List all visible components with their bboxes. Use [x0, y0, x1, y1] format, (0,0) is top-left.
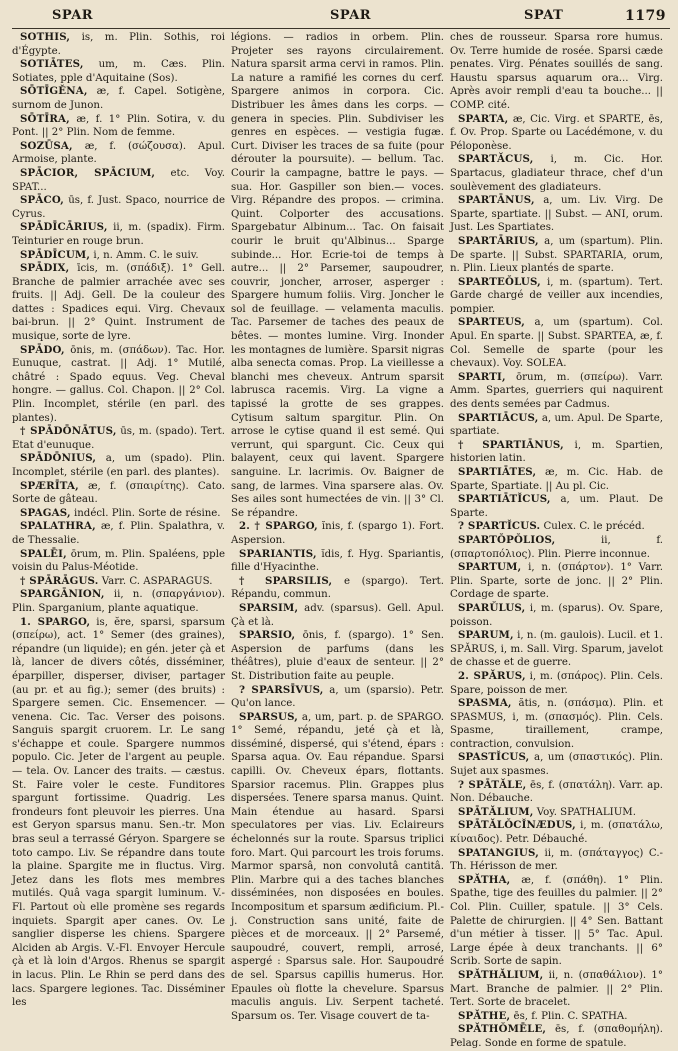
- entry-definition: ūs, f. Just. Spaco, nourrice de Cyrus.: [12, 195, 225, 220]
- entry-headword: 1. SPARGO,: [20, 615, 91, 628]
- entry-definition: ches de rousseur. Sparsa rore humus. Ov. Terre humide de rosée. Sparsi cæde penates. Virg. Pénates souillés de sang. Haustu sparsus aquarum ora... Virg. Après avoir rempli d'eau ta bouche... || COMP. cité.: [450, 32, 663, 111]
- dictionary-entry: [12, 249, 225, 263]
- dictionary-entry: [12, 507, 225, 521]
- entry-headword: SPĀDĪCUM,: [20, 248, 91, 261]
- column-2: [231, 31, 444, 1051]
- dictionary-entry: [450, 235, 663, 276]
- entry-definition: æ, f. (σπάθη). 1° Plin. Spathe, tige des feuilles du palmier. || 2° Col. Plin. Cuiller, spatule. || 3° Cels. Palette de chirurgien. || 4° Sen. Battant d'un métier à tisser. || 5° Tac. Apul. Large épée à deux tranchants. || 6° Scrib. Sorte de sapin.: [450, 874, 663, 968]
- entry-headword: SPAGAS,: [20, 506, 71, 519]
- entry-definition: i, m. (σπατάλω, κίναιδος). Petr. Débauché.: [450, 820, 663, 846]
- entry-headword: SPARTIĀCUS,: [458, 411, 539, 424]
- entry-headword: SPĀTĂLIUM,: [458, 805, 534, 818]
- dictionary-entry: [450, 969, 663, 1010]
- entry-headword: SPALĒI,: [20, 547, 67, 560]
- entry-headword: SPARUM,: [458, 629, 514, 642]
- dictionary-entry: [231, 602, 444, 629]
- entry-definition: ōrum, m. Plin. Spaléens, pple voisin du Palus-Méotide.: [12, 548, 225, 574]
- entry-definition: a, um (spartum). Col. Apul. En sparte. || Subst. SPARTEA, æ, f. Col. Semelle de sparte (pour les chevaux). Voy. SOLEA.: [450, 317, 663, 370]
- dictionary-entry: [12, 575, 225, 589]
- dictionary-entry: [450, 602, 663, 629]
- page-number: 1179: [625, 8, 666, 24]
- entry-definition: etc. Voy. SPAT...: [12, 167, 225, 193]
- entry-definition: adv. (sparsus). Gell. Apul. Çà et là.: [231, 602, 444, 628]
- entry-headword: † SPĀDŌNĀTUS,: [20, 425, 117, 438]
- entry-headword: ? SPARTĬCUS.: [458, 520, 541, 533]
- entry-headword: SPARTI,: [458, 370, 506, 383]
- entry-definition: æ, f. Plin. Spalathra, v. de Thessalie.: [12, 521, 225, 546]
- dictionary-entry: [450, 874, 663, 969]
- entry-definition: a, um, part. p. de SPARGO. 1° Semé, répandu, jeté çà et là, disséminé, dispersé, qui s'étend, épars : Sparsa aqua. Ov. Eau répandue. Sparsi capilli. Ov. Cheveux épars, flottants. Sparsior racemus. Plin. Grappes plus dispersées. Tenere sparsa manus. Quint. Main étendue au hasard. Sparsi speculatores per vias. Liv. Eclaireurs échelonnés sur la route. Sparsus triplici foro. Mart. Qui parcourt les trois forums. Marmor sparsâ, non convolutâ cantitâ. Plin. Marbre qui a des taches blanches disséminées, non disposées en boules. Incompositum et sparsum ædificium. Pl.-j. Construction sans unité, faite de pièces et de morceaux. || 2° Parsemé, saupoudré, couvert, rempli, arrosé, aspergé : Sparsus sale. Hor. Saupoudré de sel. Sparsus capillis humerus. Hor. Epaules où flotte la chevelure. Sparsus maculis anguis. Liv. Serpent tacheté. Sparsum os. Ter. Visage couvert de ta-: [231, 711, 444, 1022]
- entry-definition: ătis, n. (σπάσμα). Plin. et SPASMUS, i, m. (σπασμός). Plin. Cels. Spasme, tiraillement, crampe, contraction, convulsion.: [450, 698, 663, 750]
- running-head-left: SPAR: [52, 8, 94, 23]
- entry-headword: SŌTĪRA,: [20, 112, 70, 125]
- entry-headword: SOZŪSA,: [20, 139, 73, 152]
- dictionary-entry: [450, 520, 663, 534]
- entry-headword: SPĀDO,: [20, 343, 65, 356]
- entry-headword: SPALATHRA,: [20, 520, 96, 533]
- entry-headword: SPÆRĪTA,: [20, 479, 79, 492]
- entry-headword: SPARTIĀTES,: [458, 466, 537, 478]
- column-1: [12, 31, 225, 1051]
- entry-definition: æ, f. 1° Plin. Sotira, v. du Pont. || 2° Plin. Nom de femme.: [12, 113, 225, 139]
- entry-headword: SPĀCIOR, SPĀCIUM,: [20, 166, 156, 179]
- entry-headword: SPĀDIX,: [20, 262, 70, 275]
- dictionary-entry: [12, 520, 225, 547]
- entry-headword: SOTIĀTES,: [20, 58, 84, 71]
- entry-headword: † SPARSILIS,: [239, 574, 333, 587]
- dictionary-entry: [12, 452, 225, 479]
- dictionary-entry: [231, 548, 444, 575]
- entry-headword: SPARŬLUS,: [458, 601, 526, 614]
- entry-definition: ii, n. (σπαθάλιον). 1° Mart. Branche de palmier. || 2° Plin. Tert. Sorte de bracelet.: [450, 969, 663, 1009]
- entry-headword: SPĀCO,: [20, 194, 65, 207]
- dictionary-entry: [450, 113, 663, 154]
- entry-headword: † SPARTIĀNUS,: [458, 438, 564, 451]
- dictionary-entry: [450, 670, 663, 697]
- entry-headword: SPĂTHŎMĒLE,: [458, 1023, 547, 1036]
- entry-definition: i, m. (spartum). Tert. Garde chargé de veiller aux incendies, pompier.: [450, 276, 663, 315]
- dictionary-entry: [450, 194, 663, 235]
- entry-definition: is, ĕre, sparsi, sparsum (σπείρω), act. 1° Semer (des graines), répandre (un liquide); en gén. jeter çà et là, lancer de divers côtés, disséminer, éparpiller, disperser, diviser, partager (au pr. et au fig.); semer (des bruits) : Spargere semen. Cic. Ensemencer. — venena. Cic. Tac. Verser des poisons. Sanguis spargit cruorem. Lr. Le sang s'échappe et coule. Spargere nummos populo. Cic. Jeter de l'argent au peuple. — tela. Ov. Lancer des traits. — cæstus. St. Faire voler le ceste. Funditores spargunt fortissime. Quadrig. Les frondeurs font pleuvoir les pierres. Una est Geryon sparsus manu. Sen.-tr. Mon bras seul a terrassé Géryon. Spargere se toto campo. Liv. Se répandre dans toute la plaine. Spargite me in fluctus. Virg. Jetez dans les flots mes membres mutilés. Quâ vaga spargit luminum. V.-Fl. Partout où elle promène ses regards inquiets. Spargit aper canes. Ov. Le sanglier disperse les chiens. Spargere Alciden ab Argis. V.-Fl. Envoyer Hercule çà et là loin d'Argos. Rhenus se spargit in lacus. Plin. Le Rhin se perd dans des lacs. Spargere legiones. Tac. Disséminer les: [12, 616, 225, 1009]
- dictionary-entry: [231, 520, 444, 547]
- entry-definition: æ, f. (σώζουσα). Apul. Armoise, plante.: [12, 140, 225, 166]
- dictionary-entry: [12, 167, 225, 194]
- dictionary-entry: [450, 412, 663, 439]
- entry-definition: æ, m. Cic. Hab. de Sparte, Spartiate. || Au pl. Cic.: [450, 467, 663, 492]
- entry-definition: æ, f. (σπαιρίτης). Cato. Sorte de gâteau.: [12, 480, 225, 506]
- dictionary-entry: [12, 113, 225, 140]
- dictionary-entry: [450, 1023, 663, 1050]
- entry-definition: Varr. C. ASPARAGUS.: [98, 575, 213, 587]
- entry-definition: ūs, m. (spado). Tert. Etat d'eunuque.: [12, 426, 225, 451]
- dictionary-entry: [450, 806, 663, 820]
- entry-definition: ēs, f. (σπατάλη). Varr. ap. Non. Débauche.: [450, 779, 664, 805]
- dictionary-entry: [231, 684, 444, 711]
- dictionary-entry: [450, 561, 663, 602]
- entry-headword: SPARTŎPŎLIOS,: [458, 533, 556, 546]
- entry-headword: SPARIANTIS,: [239, 547, 317, 560]
- dictionary-entry: [12, 58, 225, 85]
- dictionary-entry: [12, 425, 225, 452]
- entry-headword: SPASMA,: [458, 697, 512, 710]
- entry-definition: a, um. Plaut. De Sparte.: [450, 494, 663, 519]
- dictionary-entry: [12, 548, 225, 575]
- running-head-right: SPAT: [524, 8, 564, 23]
- dictionary-entry: [12, 221, 225, 248]
- entry-headword: SPARSIM,: [239, 601, 299, 614]
- entry-definition: ii, n. (σπαργάνιον). Plin. Sparganium, plante aquatique.: [12, 589, 225, 614]
- entry-definition: ēs, f. Plin. C. SPATHA.: [510, 1010, 628, 1022]
- entry-definition: i, m. Cic. Hor. Spartacus, gladiateur thrace, chef d'un soulèvement des gladiateurs.: [450, 154, 663, 193]
- dictionary-entry: [450, 697, 663, 751]
- entry-headword: SPĂTHE,: [458, 1009, 511, 1022]
- entry-headword: 2. † SPARGO,: [239, 520, 318, 533]
- entry-definition: Voy. SPATHALIUM.: [533, 806, 636, 818]
- entry-definition: a, um. Liv. Virg. De Sparte, spartiate. || Subst. — ANI, orum. Just. Les Spartiates.: [450, 195, 663, 234]
- dictionary-entry: [450, 751, 663, 778]
- entry-headword: SPĂTHĂLIUM,: [458, 968, 544, 981]
- entry-headword: SPARSIO,: [239, 629, 296, 642]
- entry-definition: i, n. (σπάρτον). 1° Varr. Plin. Sparte, sorte de jonc. || 2° Plin. Cordage de sparte.: [450, 562, 663, 601]
- entry-definition: ōnis, f. (spargo). 1° Sen. Aspersion de parfums (dans les théâtres), pluie d'eaux de senteur. || 2° St. Distribution faite au peuple.: [231, 630, 444, 682]
- entry-headword: SPARTIĀTĬCUS,: [458, 493, 551, 506]
- dictionary-entry: [12, 588, 225, 615]
- entry-headword: ? SPARSĪVUS,: [239, 683, 324, 696]
- entry-definition: ĭdis, f. Hyg. Spariantis, fille d'Hyacinthe.: [231, 548, 444, 574]
- entry-definition: a, um (sparsio). Petr. Qu'on lance.: [231, 684, 444, 710]
- entry-headword: SPARTEŎLUS,: [458, 275, 541, 288]
- entry-definition: i, m. Spartien, historien latin.: [450, 439, 663, 465]
- dictionary-entry: [12, 262, 225, 344]
- dictionary-entry: [450, 534, 663, 561]
- dictionary-entry: [12, 344, 225, 426]
- dictionary-entry: [12, 140, 225, 167]
- entry-definition: a, um (σπαστικός). Plin. Sujet aux spasmes.: [450, 752, 663, 778]
- entry-headword: ? SPĀTĂLE,: [458, 778, 527, 791]
- dictionary-entry: [12, 31, 225, 58]
- entry-definition: a, um. Apul. De Sparte, spartiate.: [450, 412, 663, 438]
- entry-definition: a, um (spartum). Plin. De sparte. || Subst. SPARTARIA, orum, n. Plin. Lieux plantés de sparte.: [450, 235, 663, 275]
- entry-definition: īcis, m. (σπάδιξ). 1° Gell. Branche de palmier arrachée avec ses fruits. || Adj. Gell. De la couleur des dattes : Spadices equi. Virg. Chevaux bai-brun. || 2° Quint. Instrument de musique, sorte de lyre.: [12, 263, 225, 343]
- dictionary-entry: [450, 779, 663, 806]
- entry-definition: légions. — radios in orbem. Plin. Projeter ses rayons circulairement. Natura sparsit arma cervi in ramos. Plin. La nature a ramifié les cornes du cerf. Spargere animos in corpora. Cic. Distribuer les âmes dans les corps. — genera in species. Plin. Subdiviser les genres en espèces. — vestigia fugæ. Curt. Diviser les traces de sa fuite (pour dérouter la poursuite). — bellum. Tac. Courir la campagne, battre le pays. — sua. Hor. Gaspiller son bien.— voces. Virg. Répandre des propos. — crimina. Quint. Colporter des accusations. Spargebatur Albinum... Tac. On faisait courir le bruit qu'Albinus... Sparge subinde... Hor. Ecrie-toi de temps à autre... || 2° Parsemer, saupoudrer, couvrir, joncher, arroser, asperger : Spargere humum foliis. Virg. Joncher le sol de feuillage. — velamenta maculis. Tac. Parsemer de taches des peaux de bêtes. — montes lumine. Virg. Inonder les montagnes de lumière. Sparsit nigras alba senecta comas. Prop. La vieillesse a blanchi mes cheveux. Antrum sparsit labrusca racemis. Virg. La vigne a tapissé la grotte de ses grappes. Cytisum saltum spargitur. Plin. On arrose le cytise quand il est semé. Qui verrunt, qui spargunt. Cic. Ceux qui balayent, ceux qui lavent. Spargere sanguine. Lr. lacrimis. Ov. Baigner de sang, de larmes. Vina sparsere alas. Ov. Ses ailes sont humectées de vin. || 3° Cl. Se répandre.: [231, 32, 444, 519]
- entry-headword: SOTHIS,: [20, 31, 71, 43]
- entry-definition: ii, f. (σπαρτοπόλιος). Plin. Pierre inconnue.: [450, 534, 663, 560]
- dictionary-entry: [450, 1010, 663, 1024]
- dictionary-entry: [450, 439, 663, 466]
- entry-definition: ōnis, m. (σπάδων). Tac. Hor. Eunuque, castrat. || Adj. 1° Mutilé, châtré : Spado equus. Veg. Cheval hongre. — gallus. Col. Chapon. || 2° Col. Plin. Incomplet, stérile (en parl. des plantes).: [12, 344, 225, 424]
- entry-headword: SPĂTHA,: [458, 873, 511, 886]
- dictionary-entry: [450, 371, 663, 412]
- entry-definition: indécl. Plin. Sorte de résine.: [70, 507, 221, 519]
- entry-definition: ōrum, m. (σπείρω). Varr. Amm. Spartes, guerriers qui naquirent des dents semées par Cadmus.: [450, 371, 663, 411]
- entry-definition: i, m. (sparus). Ov. Spare, poisson.: [450, 602, 663, 628]
- entry-headword: SPATANGIUS,: [458, 846, 539, 859]
- dictionary-entry: [450, 31, 663, 113]
- entry-headword: SPARTA,: [458, 112, 509, 125]
- entry-definition: i, n. Amm. C. le suiv.: [90, 249, 199, 261]
- entry-definition: a, um (spado). Plin. Incomplet, stérile (en parl. des plantes).: [12, 453, 225, 478]
- entry-headword: SPARTEUS,: [458, 316, 526, 329]
- entry-headword: SPARTĀNUS,: [458, 194, 535, 207]
- entry-definition: ii, m. (spadix). Firm. Teinturier en rouge brun.: [12, 222, 225, 247]
- entry-definition: æ, Cic. Virg. et SPARTE, ēs, f. Ov. Prop. Sparte ou Lacédémone, v. du Péloponèse.: [450, 113, 663, 152]
- entry-headword: SPARGĀNION,: [20, 588, 105, 601]
- entry-definition: ĭnis, f. (spargo 1). Fort. Aspersion.: [231, 521, 444, 546]
- dictionary-entry: [450, 316, 663, 370]
- entry-headword: 2. SPĂRUS,: [458, 669, 526, 682]
- text-columns: [12, 31, 670, 1051]
- column-3: [450, 31, 663, 1051]
- entry-headword: SPĀTĂLŎCĬNÆDUS,: [458, 819, 576, 832]
- dictionary-entry: [450, 629, 663, 670]
- dictionary-entry: [450, 493, 663, 520]
- entry-headword: SPARSUS,: [239, 710, 299, 723]
- dictionary-entry: [12, 616, 225, 1010]
- entry-definition: is, m. Plin. Sothis, roi d'Égypte.: [12, 32, 225, 57]
- dictionary-entry: [450, 466, 663, 493]
- entry-headword: † SPĀRĀGUS.: [20, 574, 99, 587]
- entry-headword: SŌTĪGĔNA,: [20, 85, 88, 98]
- entry-headword: SPĀDĪCĀRIUS,: [20, 221, 108, 234]
- entry-definition: ēs, f. (σπαθομήλη). Pelag. Sonde en forme de spatule.: [450, 1024, 663, 1049]
- entry-definition: Culex. C. le précéd.: [540, 521, 645, 533]
- dictionary-entry: [450, 153, 663, 194]
- entry-definition: i, m. (σπάρος). Plin. Cels. Spare, poisson de mer.: [450, 670, 663, 696]
- running-head-center: SPAR: [330, 8, 372, 23]
- dictionary-entry: [231, 629, 444, 683]
- page-header: [12, 6, 670, 29]
- entry-definition: ii, m. (σπάταγγος) C.-Th. Hérisson de mer.: [450, 847, 663, 873]
- dictionary-entry: [231, 575, 444, 602]
- entry-definition: e (spargo). Tert. Répandu, commun.: [231, 575, 445, 601]
- dictionary-entry: [231, 31, 444, 520]
- dictionary-entry: [450, 847, 663, 874]
- entry-definition: æ, f. Capel. Sotigène, surnom de Junon.: [12, 86, 225, 111]
- dictionary-entry: [231, 711, 444, 1024]
- dictionary-entry: [450, 819, 663, 846]
- entry-headword: SPARTĂCUS,: [458, 153, 534, 166]
- dictionary-entry: [450, 276, 663, 317]
- dictionary-entry: [12, 194, 225, 221]
- entry-headword: SPASTĬCUS,: [458, 751, 530, 764]
- entry-definition: i, n. (m. gaulois). Lucil. et 1. SPĂRUS, i, m. Sall. Virg. Sparum, javelot de chasse et de guerre.: [450, 630, 663, 669]
- entry-headword: SPARTĀRIUS,: [458, 234, 539, 247]
- entry-definition: um, m. Cæs. Plin. Sotiates, pple d'Aquitaine (Sos).: [12, 59, 225, 84]
- entry-headword: SPĀDŌNIUS,: [20, 452, 97, 465]
- dictionary-entry: [12, 480, 225, 507]
- entry-headword: SPARTUM,: [458, 561, 522, 574]
- dictionary-entry: [12, 85, 225, 112]
